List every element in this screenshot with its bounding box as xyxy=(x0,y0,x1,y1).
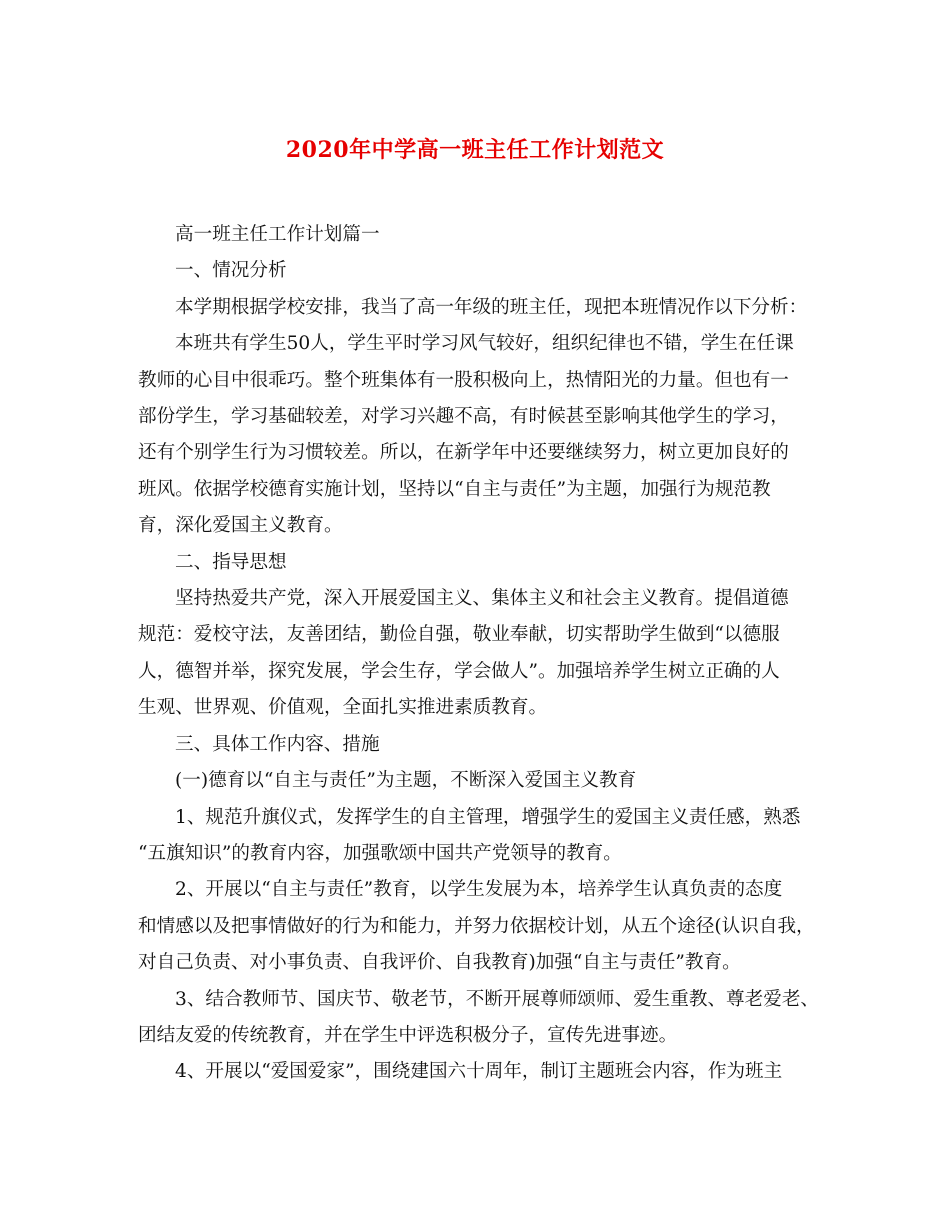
paragraph-line: 三、具体工作内容、措施 xyxy=(175,733,380,755)
document-body xyxy=(138,217,818,1091)
paragraph xyxy=(138,800,818,873)
paragraph-line: 1、规范升旗仪式，发挥学生的自主管理，增强学生的爱国主义责任感，熟悉 xyxy=(175,806,801,828)
paragraph xyxy=(138,217,818,253)
paragraph-line: 高一班主任工作计划篇一 xyxy=(175,224,380,245)
paragraph-line: 团结友爱的传统教育，并在学生中评选积极分子，宣传先进事迹。 xyxy=(138,1024,678,1046)
paragraph-line: (一)德育以“自主与责任”为主题，不断深入爱国主义教育 xyxy=(175,770,637,792)
paragraph-line: 二、指导思想 xyxy=(175,551,287,573)
paragraph-line: 3、结合教师节、国庆节、敬老节，不断开展尊师颂师、爱生重教、尊老爱老、 xyxy=(175,988,820,1010)
paragraph-line: “五旗知识”的教育内容，加强歌颂中国共产党领导的教育。 xyxy=(138,842,622,864)
paragraph xyxy=(138,1054,818,1090)
paragraph-line: 对自己负责、对小事负责、自我评价、自我教育)加强“自主与责任”教育。 xyxy=(138,952,741,974)
paragraph-line: 生观、世界观、价值观，全面扎实推进素质教育。 xyxy=(138,697,548,719)
section-heading xyxy=(138,727,818,763)
paragraph xyxy=(138,982,818,1055)
section-heading xyxy=(138,253,818,289)
paragraph-line: 和情感以及把事情做好的行为和能力，并努力依据校计划，从五个途径(认识自我， xyxy=(138,915,815,937)
paragraph-line: 一、情况分析 xyxy=(175,260,287,282)
document-title: 2020年中学高一班主任工作计划范文 xyxy=(285,137,665,163)
section-heading xyxy=(138,545,818,581)
paragraph-line: 人，德智并举，探究发展，学会生存，学会做人”。加强培养学生树立正确的人 xyxy=(138,660,780,682)
paragraph xyxy=(138,290,818,326)
paragraph-line: 本班共有学生50人，学生平时学习风气较好，组织纪律也不错，学生在任课 xyxy=(175,333,794,355)
paragraph xyxy=(138,326,818,544)
paragraph-line: 部份学生，学习基础较差，对学习兴趣不高，有时候甚至影响其他学生的学习， xyxy=(138,406,789,428)
paragraph-line: 育，深化爱国主义教育。 xyxy=(138,515,343,537)
paragraph-line: 教师的心目中很乖巧。整个班集体有一股积极向上，热情阳光的力量。但也有一 xyxy=(138,369,789,391)
paragraph-line: 班风。依据学校德育实施计划，坚持以“自主与责任”为主题，加强行为规范教 xyxy=(138,478,771,500)
paragraph-line: 本学期根据学校安排，我当了高一年级的班主任，现把本班情况作以下分析： xyxy=(175,296,808,318)
paragraph-line: 4、开展以“爱国爱家”，围绕建国六十周年，制订主题班会内容，作为班主 xyxy=(175,1061,783,1083)
sub-heading xyxy=(138,763,818,799)
paragraph-line: 2、开展以“自主与责任”教育，以学生发展为本，培养学生认真负责的态度 xyxy=(175,879,783,901)
paragraph-line: 规范：爱校守法，友善团结，勤俭自强，敬业奉献，切实帮助学生做到“以德服 xyxy=(138,624,780,646)
paragraph-line: 坚持热爱共产党，深入开展爱国主义、集体主义和社会主义教育。提倡道德 xyxy=(175,588,789,610)
paragraph xyxy=(138,581,818,727)
paragraph-line: 还有个别学生行为习惯较差。所以，在新学年中还要继续努力，树立更加良好的 xyxy=(138,442,789,464)
paragraph xyxy=(138,872,818,981)
